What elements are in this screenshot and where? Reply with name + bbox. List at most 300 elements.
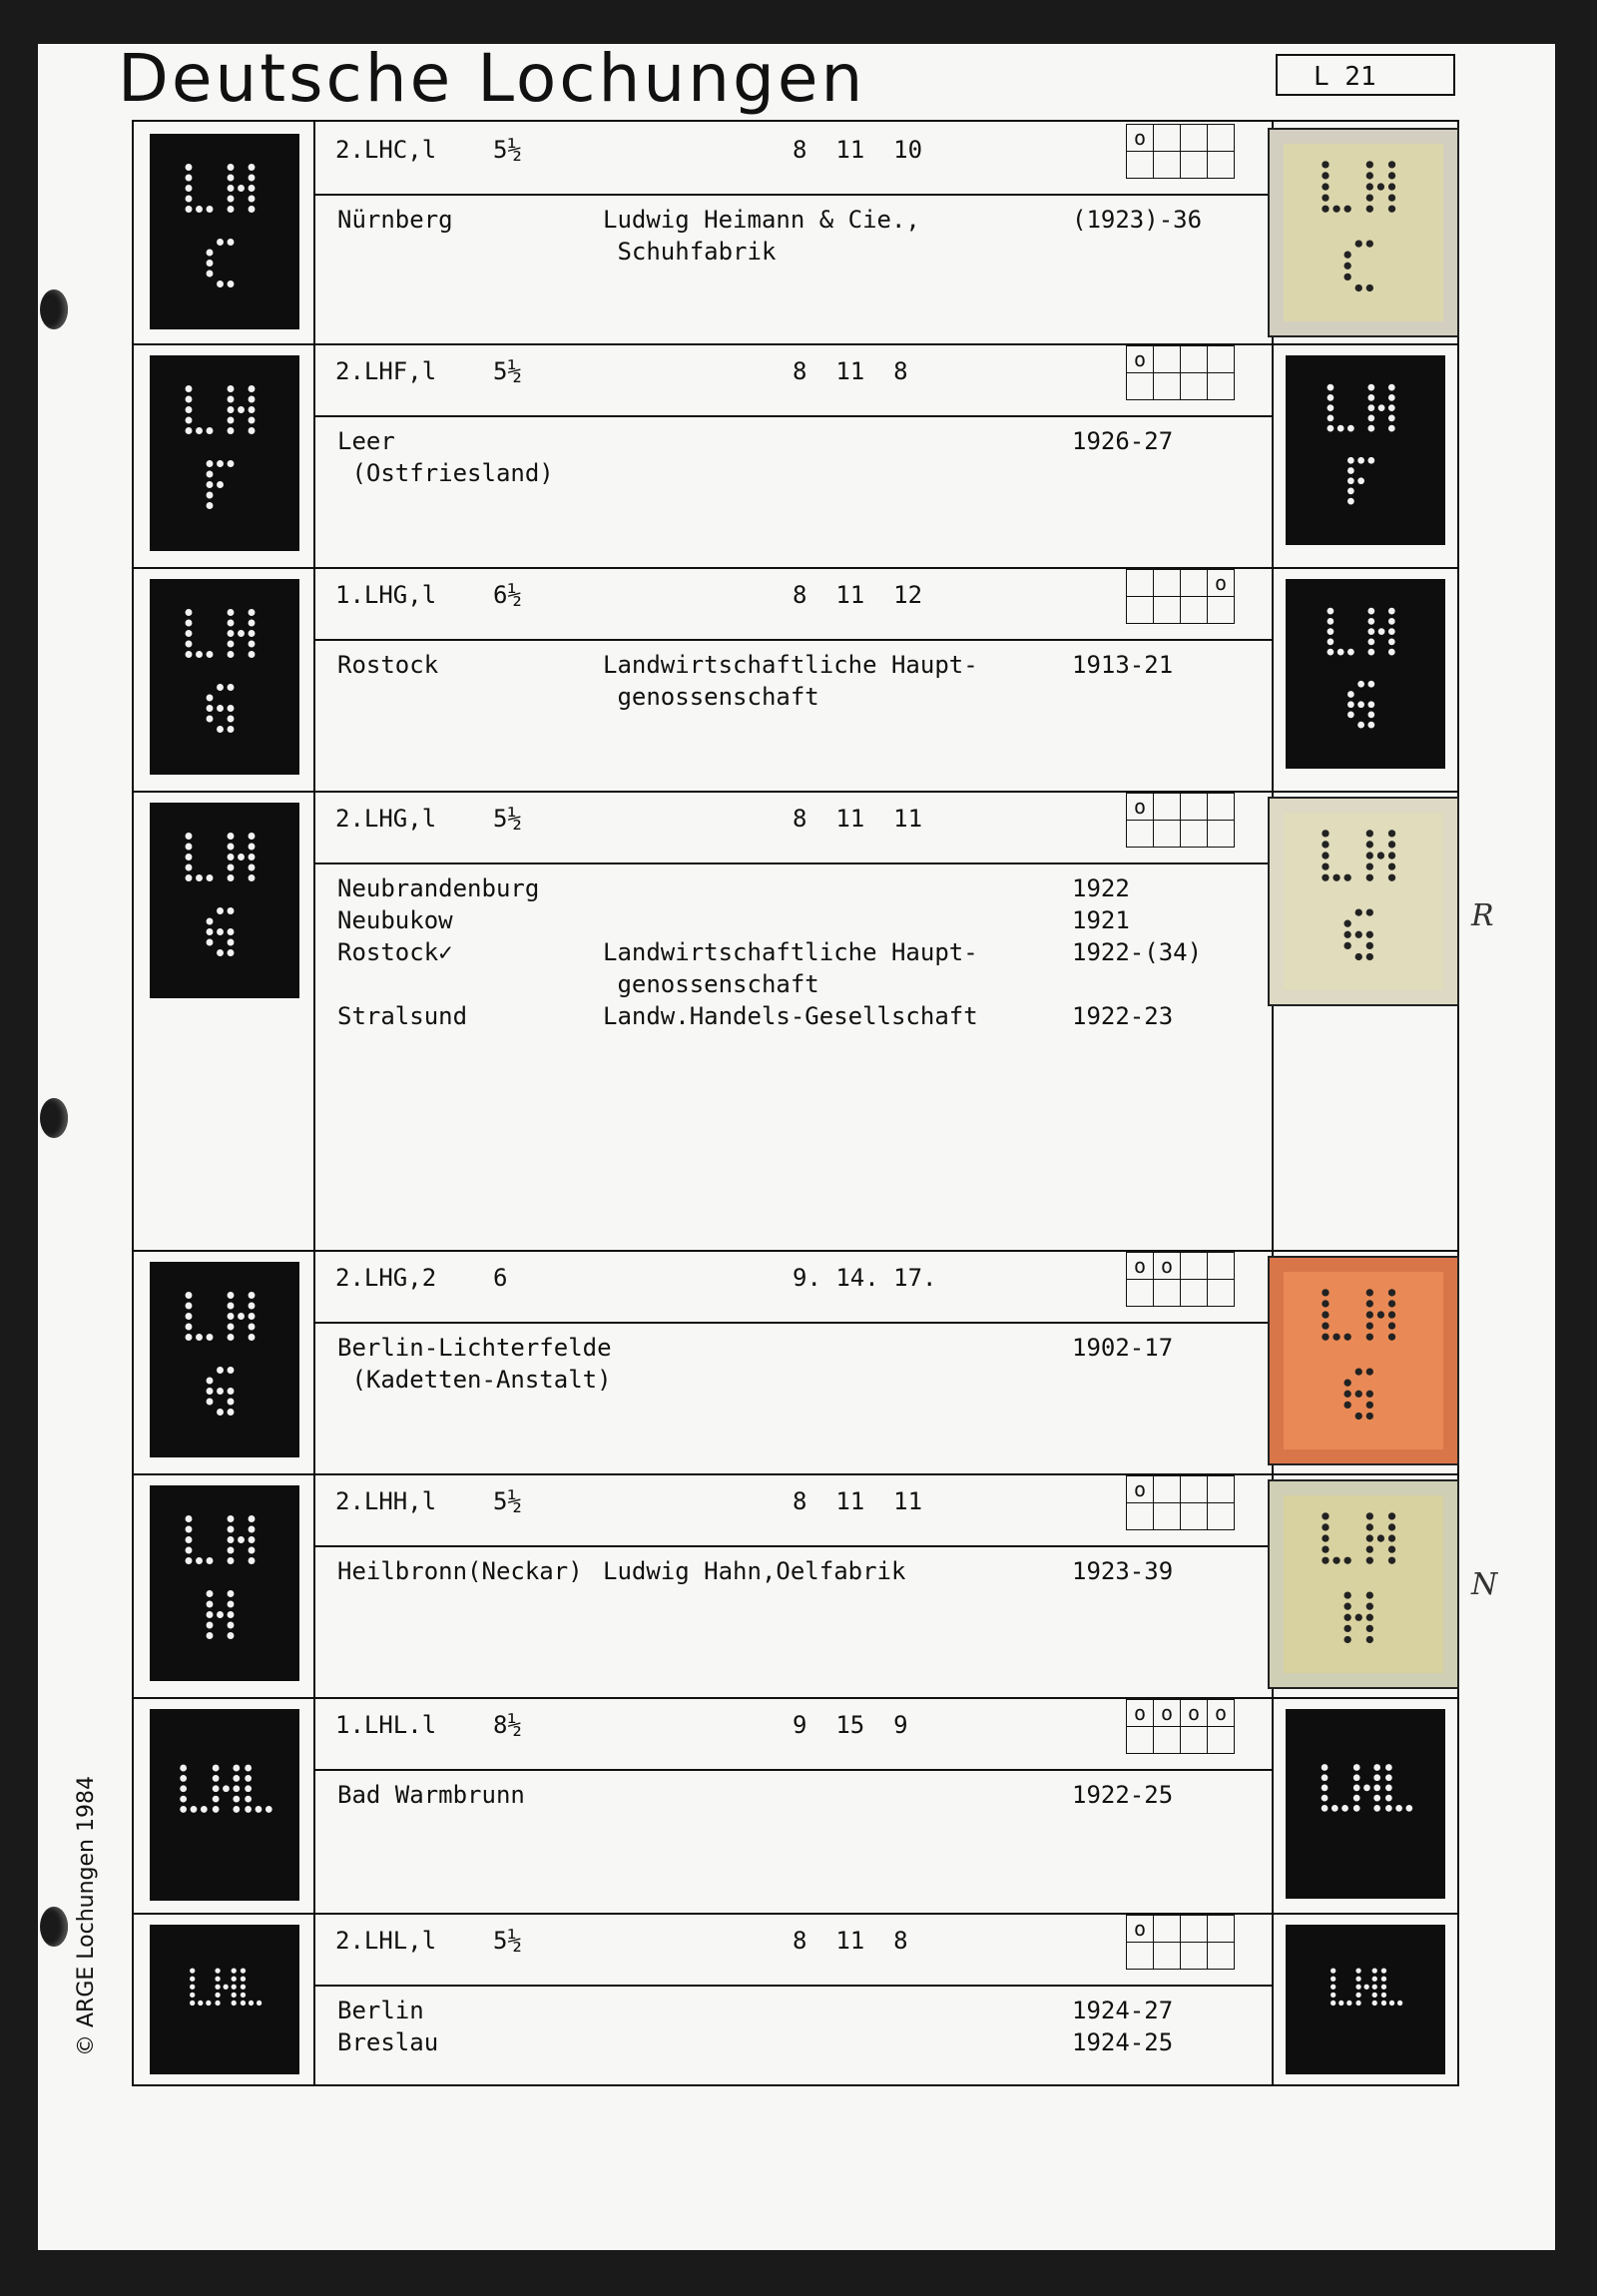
grid-cell (1154, 570, 1181, 597)
perfin-hole (228, 928, 235, 935)
perfin-hole (1388, 862, 1395, 869)
grid-cell (1154, 1943, 1181, 1970)
perfin-hole (1381, 1985, 1386, 1990)
position-grid (1126, 569, 1235, 624)
perfin-hole (1347, 488, 1354, 495)
perfin-hole (245, 1775, 252, 1782)
perfin-hole (186, 1557, 193, 1564)
perfin-hole (1388, 206, 1395, 213)
perfin-hole (196, 427, 203, 434)
location: Breslau (337, 2028, 439, 2056)
perfin-hole (180, 1785, 187, 1792)
perfin-hole (1322, 1774, 1329, 1781)
position-grid (1126, 1475, 1235, 1530)
copyright-note: © ARGE Lochungen 1984 (74, 1776, 99, 2056)
binder-hole-3 (40, 1907, 68, 1947)
perfin-hole (207, 260, 214, 267)
location: Leer (337, 427, 395, 455)
perfin-hole (186, 1526, 193, 1533)
margin-note-r: R (1471, 898, 1494, 933)
perfin-hole (207, 492, 214, 499)
perfin-hole (1366, 172, 1373, 179)
perfin-hole (1331, 1969, 1335, 1974)
grid-cell: o (1127, 1476, 1154, 1503)
perfin-hole (186, 609, 193, 616)
perfin-hole (1347, 457, 1354, 464)
perfin-hole (1373, 1805, 1380, 1812)
perfin-hole (1388, 618, 1395, 625)
perfin-hole (249, 641, 256, 648)
perfin-hole (1366, 1322, 1373, 1329)
perfin-hole (228, 1324, 235, 1331)
perfin-hole (233, 1775, 240, 1782)
perfin-hole (1372, 1993, 1377, 1998)
perfin-hole (186, 185, 193, 192)
perfin-diagram-left (150, 1925, 299, 2074)
perfin-hole (1388, 384, 1395, 391)
perfin-hole (1388, 1300, 1395, 1307)
perfin-hole (1388, 425, 1395, 432)
perfin-hole (207, 1622, 214, 1629)
perfin-hole (1322, 1764, 1329, 1771)
grid-cell (1181, 1476, 1208, 1503)
perfin-hole (228, 874, 235, 881)
perfin-hole (245, 1796, 252, 1803)
position-grid-table (1126, 793, 1235, 848)
perfin-hole (228, 705, 235, 712)
perfin-hole (249, 1536, 256, 1543)
grid-row (1127, 1700, 1235, 1727)
catalog-number: 1.LHG,l (335, 581, 437, 609)
perfin-hole (217, 705, 224, 712)
perfin-hole (1328, 638, 1334, 645)
perfin-dots (1270, 1258, 1457, 1463)
perfin-hole (228, 726, 235, 733)
binder-hole-2 (40, 1098, 68, 1138)
perfin-hole (228, 196, 235, 203)
perfin-hole (249, 385, 256, 392)
perfin-hole (249, 1526, 256, 1533)
perfin-hole (186, 641, 193, 648)
perfin-hole (228, 1409, 235, 1416)
grid-cell (1181, 570, 1208, 597)
grid-cell (1154, 1476, 1181, 1503)
perfin-hole (1331, 2001, 1335, 2006)
perfin-hole (249, 854, 256, 861)
perfin-hole (1388, 183, 1395, 190)
perfin-hole (1388, 874, 1395, 881)
perfin-hole (228, 164, 235, 171)
perfin-hole (228, 641, 235, 648)
perfin-hole (186, 1292, 193, 1299)
grid-cell (1208, 1503, 1235, 1530)
perfin-hole (1322, 1512, 1329, 1519)
perfin-hole (207, 1601, 214, 1608)
perfin-hole (1346, 2001, 1351, 2006)
perfin-hole (1388, 1545, 1395, 1552)
perfin-hole (1344, 1334, 1351, 1341)
perfin-hole (1331, 1985, 1335, 1990)
perfin-hole (186, 427, 193, 434)
stamp-photo (1268, 797, 1459, 1006)
column-divider-right (1272, 122, 1274, 2084)
perfin-hole (207, 1611, 214, 1618)
header-underline (313, 194, 1272, 196)
grid-cell: o (1127, 125, 1154, 152)
perfin-hole (241, 2001, 246, 2006)
perfin-hole (228, 949, 235, 956)
perfin-hole (1366, 1512, 1373, 1519)
perfin-hole (228, 716, 235, 723)
perfin-hole (1322, 172, 1329, 179)
row-separator (134, 567, 1457, 569)
perforation: 5½ (493, 1487, 522, 1515)
location: Berlin (337, 1997, 424, 2024)
perfin-hole (1357, 722, 1364, 729)
perfin-hole (1388, 608, 1395, 615)
perfin-hole (1331, 1977, 1335, 1982)
perfin-hole (1388, 1557, 1395, 1564)
grid-cell (1127, 570, 1154, 597)
perfin-hole (249, 164, 256, 171)
perfin-hole (1366, 1334, 1373, 1341)
perfin-hole (1322, 183, 1329, 190)
perfin-hole (249, 417, 256, 424)
location: Berlin-Lichterfelde (337, 1334, 612, 1362)
perfin-hole (207, 705, 214, 712)
grid-cell (1127, 1727, 1154, 1754)
perfin-dots (1270, 130, 1457, 335)
perfin-hole (228, 1590, 235, 1597)
perfin-hole (1355, 1368, 1362, 1375)
perfin-hole (249, 1557, 256, 1564)
perfin-hole (228, 427, 235, 434)
perfin-hole (228, 1399, 235, 1406)
perfin-hole (1366, 206, 1373, 213)
perfin-hole (1322, 1300, 1329, 1307)
perfin-hole (1372, 1969, 1377, 1974)
perfin-hole (217, 684, 224, 691)
perfin-hole (249, 175, 256, 182)
perfin-hole (1322, 1545, 1329, 1552)
grid-row (1127, 1503, 1235, 1530)
perfin-diagram-right (1286, 1709, 1445, 1899)
period: 1924-27 (1072, 1997, 1174, 2024)
perfin-hole (1388, 649, 1395, 656)
perfin-hole (1367, 681, 1374, 688)
perfin-hole (1322, 1322, 1329, 1329)
hole-dimensions: 9. 14. 17. (793, 1264, 937, 1292)
perfin-hole (1344, 1625, 1351, 1632)
perfin-hole (217, 928, 224, 935)
grid-row (1127, 1916, 1235, 1943)
perforation: 6½ (493, 581, 522, 609)
perfin-hole (1363, 1785, 1370, 1792)
perfin-hole (1347, 691, 1354, 698)
perfin-hole (1377, 1311, 1384, 1318)
perfin-hole (1328, 394, 1334, 401)
location: Rostock✓ (337, 938, 453, 966)
perfin-hole (228, 907, 235, 914)
perfin-hole (1328, 628, 1334, 635)
header-underline (313, 1985, 1272, 1987)
perfin-hole (249, 651, 256, 658)
perfin-hole (256, 1806, 263, 1813)
perfin-diagram-left (150, 355, 299, 551)
perfin-hole (1388, 1334, 1395, 1341)
grid-cell (1181, 1503, 1208, 1530)
perfin-hole (1331, 1993, 1335, 1998)
perfin-hole (1373, 1764, 1380, 1771)
firm-name: Landw.Handels-Gesellschaft (603, 1002, 978, 1030)
perfin-hole (207, 1378, 214, 1385)
perfin-hole (228, 460, 235, 467)
grid-cell (1181, 1280, 1208, 1307)
perfin-hole (1367, 649, 1374, 656)
firm-name: genossenschaft (603, 970, 819, 998)
perfin-hole (1355, 908, 1362, 915)
position-grid (1126, 345, 1235, 400)
perfin-hole (1328, 414, 1334, 421)
perfin-hole (257, 2001, 262, 2006)
perfin-hole (241, 1969, 246, 1974)
perfin-hole (1366, 1625, 1373, 1632)
perfin-hole (232, 1969, 237, 1974)
perfin-hole (1367, 414, 1374, 421)
perfin-hole (180, 1796, 187, 1803)
grid-cell (1154, 1503, 1181, 1530)
perfin-hole (228, 1526, 235, 1533)
perfin-hole (1355, 931, 1362, 938)
period: 1902-17 (1072, 1334, 1174, 1362)
perfin-hole (186, 1303, 193, 1310)
perfin-hole (1355, 1985, 1360, 1990)
perfin-hole (223, 1785, 230, 1792)
period: 1922-(34) (1072, 938, 1203, 966)
perfin-hole (1385, 1764, 1392, 1771)
perfin-hole (1338, 2001, 1343, 2006)
perfin-hole (249, 1547, 256, 1554)
perfin-hole (1322, 1289, 1329, 1296)
perfin-dots (150, 1485, 299, 1681)
perfin-hole (1355, 1614, 1362, 1621)
position-grid (1126, 124, 1235, 179)
grid-cell (1181, 373, 1208, 400)
perfin-hole (1372, 1985, 1377, 1990)
perfin-hole (198, 2001, 203, 2006)
perfin-hole (1357, 477, 1364, 484)
grid-row (1127, 125, 1235, 152)
grid-cell: o (1127, 1916, 1154, 1943)
perfin-hole (207, 1388, 214, 1395)
period: 1923-39 (1072, 1557, 1174, 1585)
perfin-hole (238, 1313, 245, 1320)
perfin-hole (1322, 206, 1329, 213)
perfin-hole (1344, 206, 1351, 213)
perfin-hole (1367, 638, 1374, 645)
perfin-hole (228, 1303, 235, 1310)
perfin-hole (207, 1590, 214, 1597)
perfin-hole (1388, 1322, 1395, 1329)
page-title: Deutsche Lochungen (118, 40, 866, 117)
perfin-hole (228, 1515, 235, 1522)
perfin-hole (228, 1622, 235, 1629)
perfin-hole (207, 206, 214, 213)
firm-name: Landwirtschaftliche Haupt- (603, 651, 978, 679)
grid-cell (1181, 821, 1208, 848)
perfin-hole (186, 1313, 193, 1320)
grid-row (1127, 821, 1235, 848)
stamp-photo (1268, 1479, 1459, 1689)
perfin-hole (1388, 1311, 1395, 1318)
perfin-hole (190, 1993, 195, 1998)
perfin-hole (213, 1785, 220, 1792)
perfin-hole (232, 1977, 237, 1982)
perfin-hole (207, 918, 214, 925)
header-underline (313, 1322, 1272, 1324)
perfin-hole (1388, 830, 1395, 837)
perfin-hole (1366, 1300, 1373, 1307)
perfin-hole (1322, 1311, 1329, 1318)
perfin-hole (249, 609, 256, 616)
perfin-hole (180, 1775, 187, 1782)
perfin-hole (1332, 874, 1339, 881)
perfin-hole (1355, 953, 1362, 960)
perfin-hole (241, 1993, 246, 1998)
grid-cell: o (1127, 794, 1154, 821)
perfin-dots (150, 1262, 299, 1457)
grid-cell (1208, 152, 1235, 179)
grid-cell: o (1208, 1700, 1235, 1727)
perfin-hole (1366, 1311, 1373, 1318)
perfin-hole (228, 185, 235, 192)
hole-dimensions: 8 11 10 (793, 136, 923, 164)
grid-cell (1154, 597, 1181, 624)
perfin-hole (228, 239, 235, 246)
perfin-hole (1357, 701, 1364, 708)
firm-name: genossenschaft (603, 683, 819, 711)
perfin-hole (217, 726, 224, 733)
location: Heilbronn(Neckar) (337, 1557, 583, 1585)
perfin-hole (228, 281, 235, 287)
perfin-hole (1367, 722, 1374, 729)
perfin-hole (1322, 1805, 1329, 1812)
perfin-hole (217, 481, 224, 488)
perfin-hole (1381, 1977, 1386, 1982)
perfin-hole (1355, 1969, 1360, 1974)
perforation: 6 (493, 1264, 508, 1292)
grid-cell (1181, 1916, 1208, 1943)
row-separator (134, 1697, 1457, 1699)
perfin-hole (1366, 1523, 1373, 1530)
header-underline (313, 1769, 1272, 1771)
perfin-hole (228, 1611, 235, 1618)
location: Stralsund (337, 1002, 468, 1030)
perfin-hole (1344, 1636, 1351, 1643)
grid-cell (1208, 1476, 1235, 1503)
perfin-hole (228, 1367, 235, 1374)
perfin-hole (1337, 425, 1344, 432)
catalog-number: 2.LHG,l (335, 805, 437, 833)
grid-cell (1127, 1943, 1154, 1970)
margin-note-n: N (1471, 1567, 1498, 1602)
perfin-diagram-left (150, 134, 299, 329)
period: 1922 (1072, 874, 1130, 902)
row-separator (134, 1913, 1457, 1915)
grid-cell (1208, 373, 1235, 400)
grid-row (1127, 597, 1235, 624)
perfin-hole (186, 864, 193, 871)
perfin-hole (1366, 942, 1373, 949)
header-underline (313, 1545, 1272, 1547)
perfin-hole (1366, 183, 1373, 190)
perfin-hole (217, 1409, 224, 1416)
perfin-hole (207, 471, 214, 478)
perforation: 5½ (493, 1927, 522, 1955)
perfin-hole (1355, 285, 1362, 291)
perfin-hole (1328, 384, 1334, 391)
perfin-hole (1355, 2001, 1360, 2006)
position-grid-table (1126, 1252, 1235, 1307)
perfin-hole (190, 1985, 195, 1990)
period: (1923)-36 (1072, 206, 1203, 234)
grid-cell (1127, 152, 1154, 179)
perfin-hole (207, 481, 214, 488)
perfin-hole (1388, 394, 1395, 401)
perfin-hole (228, 396, 235, 403)
perfin-hole (217, 949, 224, 956)
perfin-hole (1367, 384, 1374, 391)
period: 1913-21 (1072, 651, 1174, 679)
perfin-hole (249, 620, 256, 627)
perfin-hole (1347, 712, 1354, 719)
stamp-photo (1268, 128, 1459, 337)
perfin-hole (228, 684, 235, 691)
perfin-hole (190, 1969, 195, 1974)
grid-cell (1208, 597, 1235, 624)
perfin-hole (1388, 194, 1395, 201)
grid-cell (1154, 125, 1181, 152)
grid-cell (1181, 346, 1208, 373)
perfin-hole (249, 396, 256, 403)
perfin-hole (249, 833, 256, 840)
perfin-hole (186, 206, 193, 213)
perfin-hole (1388, 1289, 1395, 1296)
grid-cell (1154, 1280, 1181, 1307)
grid-cell: o (1127, 346, 1154, 373)
perfin-hole (1328, 618, 1334, 625)
perfin-hole (249, 427, 256, 434)
perfin-hole (1388, 841, 1395, 848)
perfin-dots (150, 1925, 299, 2074)
location: (Kadetten-Anstalt) (337, 1366, 612, 1394)
perfin-hole (1366, 1368, 1373, 1375)
perfin-hole (238, 1536, 245, 1543)
perfin-hole (1388, 628, 1395, 635)
catalog-number: 2.LHC,l (335, 136, 437, 164)
perfin-hole (207, 250, 214, 257)
perforation: 5½ (493, 357, 522, 385)
perfin-hole (201, 1806, 208, 1813)
perfin-hole (249, 844, 256, 851)
perfin-hole (233, 1785, 240, 1792)
position-grid-table (1126, 1915, 1235, 1970)
perfin-hole (186, 651, 193, 658)
grid-cell (1208, 821, 1235, 848)
perfin-hole (1378, 404, 1385, 411)
binder-hole-1 (40, 289, 68, 329)
perfin-dots (1270, 1481, 1457, 1687)
